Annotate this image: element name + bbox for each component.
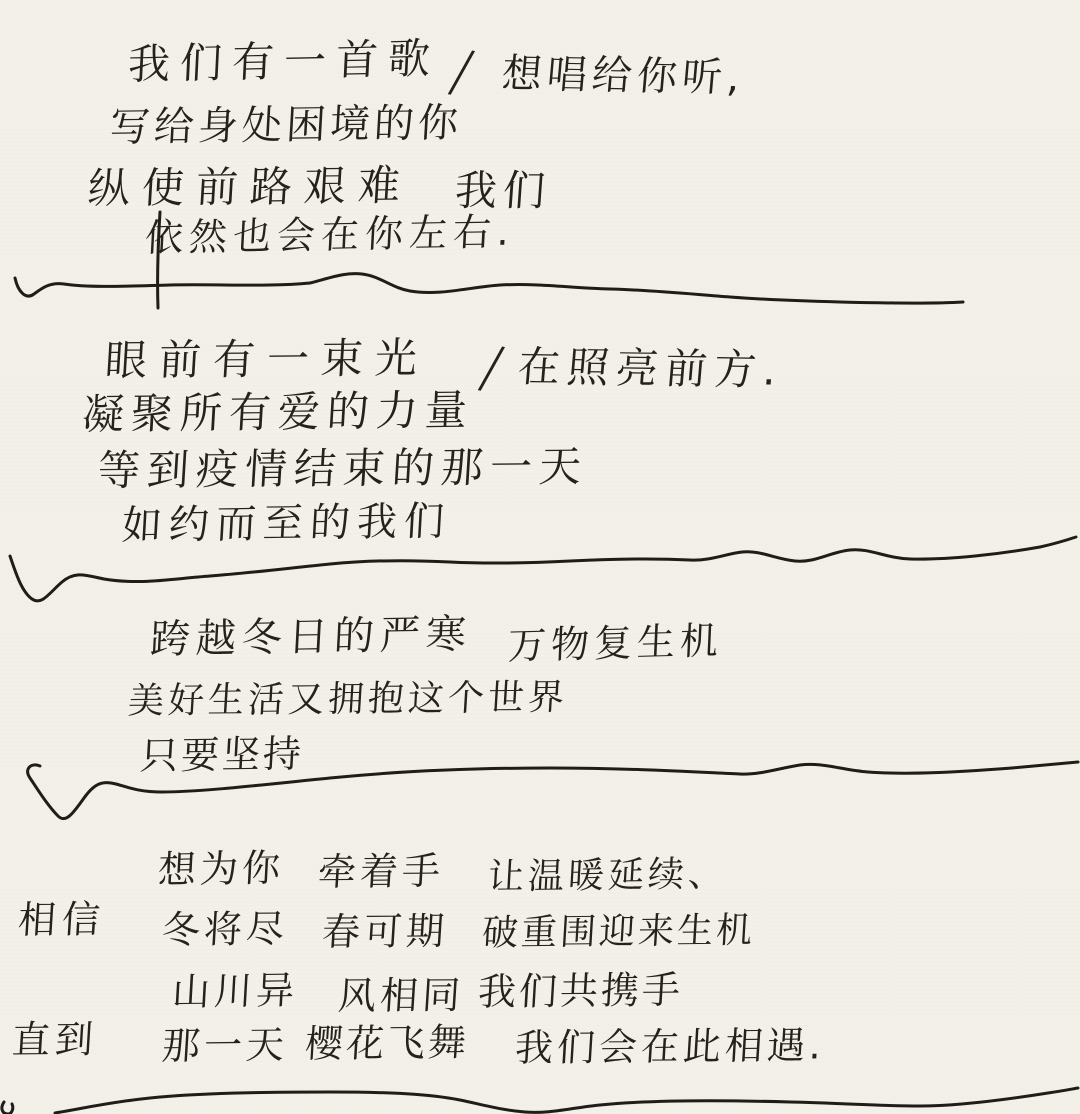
lyric-cell: 山川异	[170, 968, 300, 1015]
lyric-cell: 春可期	[320, 909, 450, 955]
lyric-cell: 那一天	[160, 1022, 290, 1069]
slash-separator: /	[445, 35, 479, 107]
lyric-line: 我们有一首歌	[126, 33, 442, 90]
lyric-line: 跨越冬日的严寒	[148, 611, 474, 664]
lyric-line: 我们	[453, 166, 553, 215]
lyric-cell: 让温暖延续、	[486, 853, 730, 899]
lyric-line: 只要坚持	[138, 731, 306, 779]
lyric-line: 依然也会在你左右.	[143, 209, 517, 261]
lyric-line: 写给身处困境的你	[108, 100, 464, 152]
lyric-line: 凝聚所有爱的力量	[80, 385, 476, 440]
lyric-line: 纵使前路艰难	[86, 160, 414, 214]
lyric-cell: 樱花飞舞	[303, 1020, 471, 1067]
lyric-cell: 牵着手	[316, 848, 446, 895]
margin-note: 相信	[16, 897, 108, 943]
lyric-cell: 想为你	[156, 845, 286, 893]
margin-note: 直到	[10, 1017, 100, 1063]
lyric-cell: 冬将尽	[160, 906, 290, 953]
divider-line	[2, 1088, 1078, 1114]
lyric-cell: 风相同	[336, 973, 466, 1019]
lyric-line: 等到疫情结束的那一天	[96, 441, 590, 496]
lyric-cell: 我们会在此相遇.	[513, 1023, 827, 1071]
lyric-line: 眼前有一束光	[103, 333, 431, 386]
divider-line	[15, 274, 963, 304]
lyric-line: 万物复生机	[507, 618, 724, 669]
lyric-cell: 我们共携手	[476, 967, 685, 1015]
lyric-line: 想唱给你听,	[499, 51, 747, 102]
slash-separator: /	[475, 331, 509, 403]
lyric-line: 在照亮前方.	[515, 342, 786, 395]
lyric-cell: 破重围迎来生机	[480, 910, 757, 955]
lyric-line: 如约而至的我们	[120, 498, 453, 550]
lyric-line: 美好生活又拥抱这个世界	[126, 677, 570, 723]
